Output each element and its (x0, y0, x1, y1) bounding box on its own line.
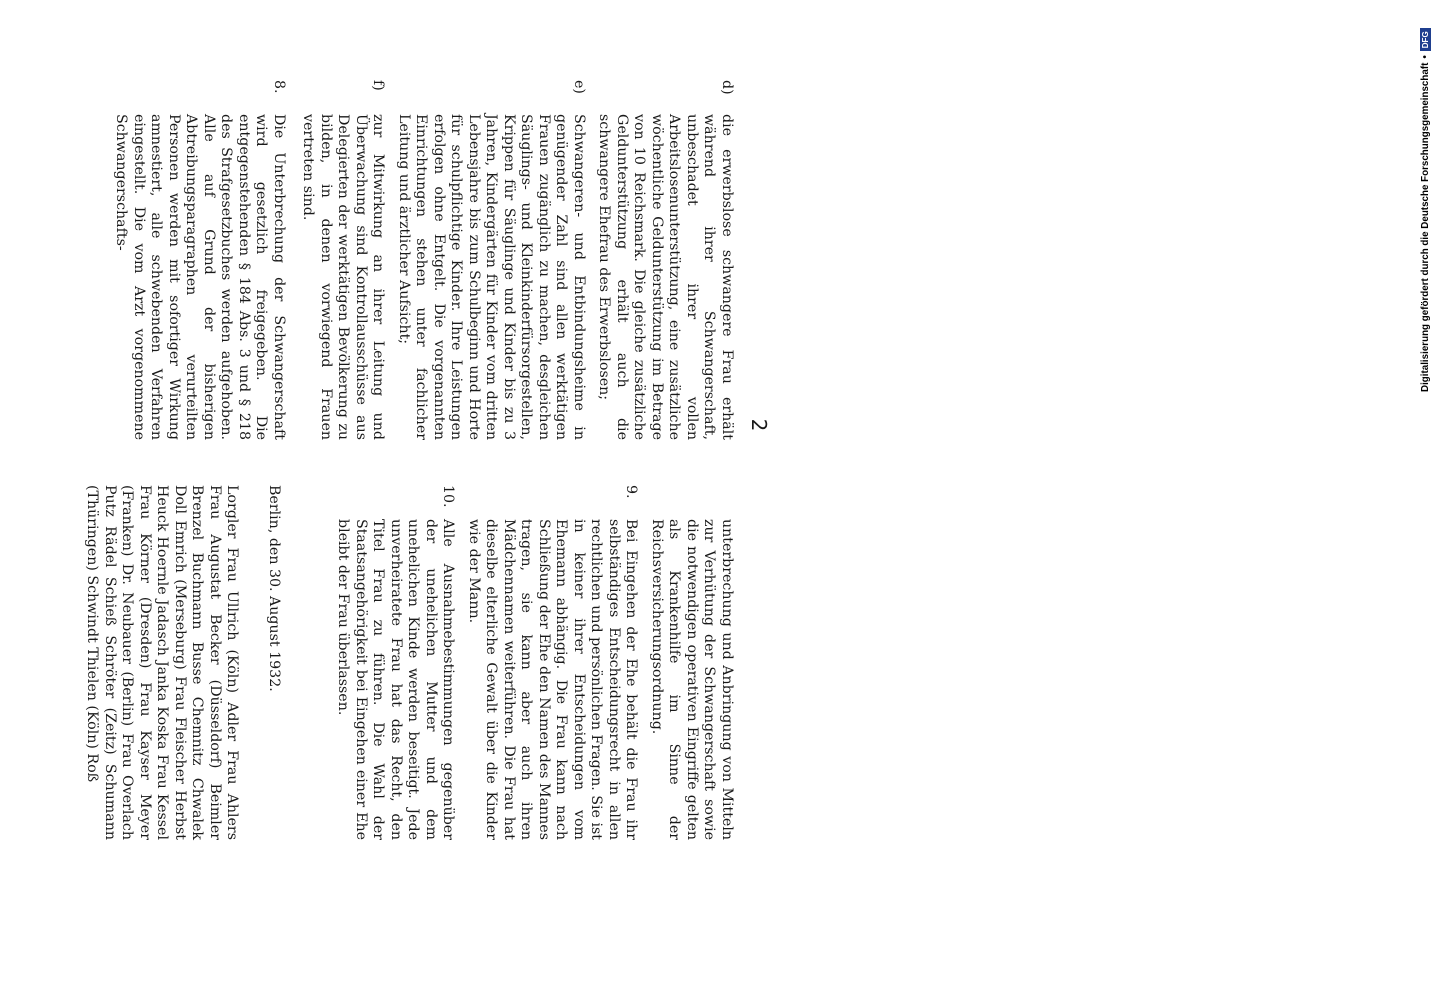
place-date: Berlin, den 30. August 1932. (266, 485, 282, 692)
list-item-9 (465, 485, 640, 840)
list-item-e (395, 80, 588, 440)
continuation-text: unterbrechung und Anbringung von Mitteln zur Verhütung der Schwangerschaft sowie die notwendigen operativen Eingriffe gelten als Krankenhilfe im Sinne der Reichsversicherungsordnung. (649, 519, 735, 840)
item-marker: e) (571, 80, 587, 94)
page-number: 2 (747, 418, 771, 432)
item-marker: 8. (271, 80, 287, 94)
document-page (75, 80, 775, 880)
item-marker: f) (370, 80, 387, 91)
item-text: Bei Eingehen der Ehe behält die Frau ihr selbständiges Entscheidungsrecht in allen rechtlichen und persönlichen Fragen. Sie ist in keiner ihrer Entscheidungen vom Ehemann abhängig. Die Frau kann nach Schließung der Ehe den Namen des Mannes tragen, sie kann aber auch ihren Mädchennamen weiterführen. Die Frau hat dieselbe elterliche Gewalt über die Kinder wie der Mann. (466, 519, 640, 840)
list-item-d (595, 80, 735, 440)
item-text: zur Mitwirkung an ihrer Leitung und Überwachung sind Kontrollausschüsse aus Delegierten der werktätigen Bevölkerung zu bilden, in denen vorwiegend Frauen vertreten sind. (300, 114, 387, 440)
dfg-logo: DFG (1420, 28, 1431, 51)
item-text: die erwerbslose schwangere Frau erhält während ihrer Schwangerschaft, unbeschadet ihrer vollen Arbeitslosenunterstützung, eine zusätzliche wöchentliche Geldunterstützung im Betrage von 10 Reichsmark. Die gleiche zusätzliche Geldunterstützung erhält auch die schwangere Ehefrau des Erwerbslosen; (596, 114, 735, 440)
item-text: Die Unterbrechung der Schwangerschaft wird gesetzlich freigegeben. Die entgegenstehenden § 184 Abs. 3 und § 218 des Strafgesetzbuches werden aufgehoben. Alle auf Grund der bisherigen Abtreibungsparagraphen verurteilten Personen werden mit sofortiger Wirkung amnestiert, alle schwebenden Verfahren eingestellt. Die vom Arzt vorgenommene Schwangerschafts- (113, 114, 287, 440)
right-column (83, 485, 735, 840)
item-marker: 9. (623, 485, 640, 499)
credit-text: Digitalisierung gefördert durch die Deutsche Forschungsgemeinschaft (1419, 62, 1431, 392)
item-8-continuation (648, 485, 736, 840)
left-column (104, 80, 735, 440)
item-text: Schwangeren- und Entbindungsheime in genügender Zahl sind allen werktätigen Frauen zugänglich zu machen, desgleichen Säuglings- und Kleinkinderfürsorgestellen, Krippen für Säuglinge und Kinder bis zu 3 Jahren, Kindergärten für Kinder vom dritten Lebensjahre bis zum Schulbeginn und Horte für schulpflichtige Kinder. Ihre Leistungen erfolgen ohne Entgelt. Die vorgenannten Einrichtungen stehen unter fachlicher Leitung und ärztlicher Aufsicht; (396, 114, 587, 440)
item-marker: 10. (440, 485, 457, 508)
list-item-f (299, 80, 387, 440)
item-marker: d) (719, 80, 735, 95)
signatories: Lorgler Frau Ullrich (Köln) Adler Frau Ahlers Frau Augustat Becker (Düsseldorf) Beimler Brenzel Buchmann Busse Chemnitz Chwalek Doll Emrich (Merseburg) Frau Fleischer Herbst Heuck Hoernle Jadasch Janka Koska Frau Kessel Frau Körner (Dresden) Frau Kayser Meyer (Franken) Dr. Neubauer (Berlin) Frau Overlach Putz Rädel Schieß Schröter (Zeitz) Schumann (Thüringen) Schwindt Thielen (Köln) Roß (84, 485, 241, 840)
item-text: Alle Ausnahmebestimmungen gegenüber der unehelichen Mutter und dem unehelichen Kinde werden beseitigt. Jede unverheiratete Frau hat das Recht, den Titel Frau zu führen. Die Wahl der Staatsangehörigkeit bei Eingehen einer Ehe bleibt der Frau überlassen. (335, 519, 457, 840)
list-item-8 (112, 80, 287, 440)
dfg-credit-line (1415, 0, 1434, 400)
list-item-10 (334, 485, 457, 840)
credit-separator: • (1419, 55, 1431, 59)
